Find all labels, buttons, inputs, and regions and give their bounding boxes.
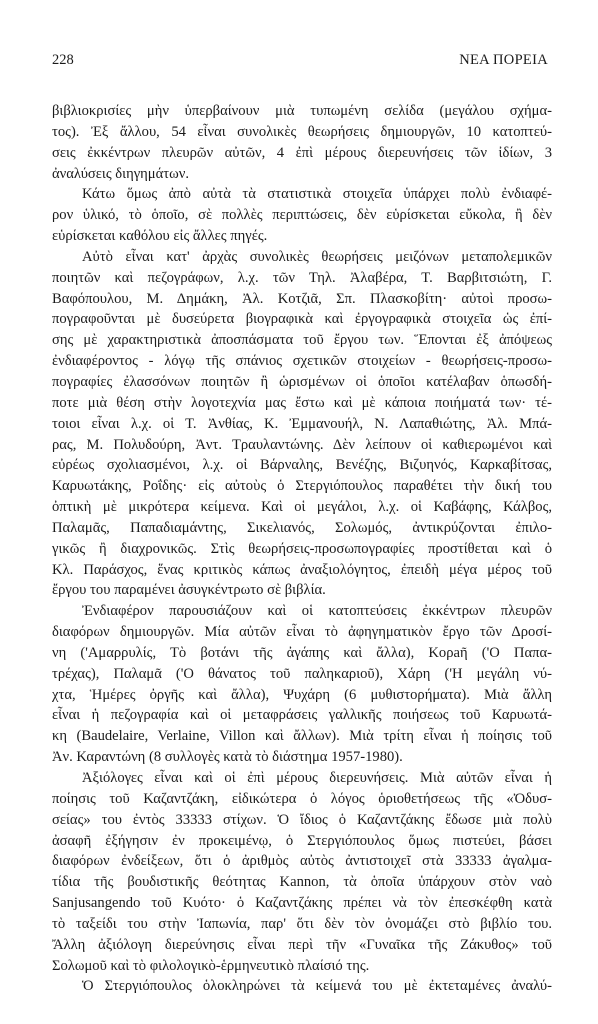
text-line: ἔργου του παραμένει ἀσυγκέντρωτο σὲ βιβλία. <box>52 582 326 599</box>
text-line: τοιοι εἶναι λ.χ. οἱ Τ. Ἀνθίας, Κ. Ἐμμανουήλ, Ν. Λαπαθιώτης, Ἀλ. Μπά- <box>52 415 552 432</box>
text-line: τος). Ἐξ ἄλλου, 54 εἶναι συνολικὲς θεωρήσεις δημιουργῶν, 10 κατοπτεύ- <box>52 123 552 140</box>
text-line: ρον ὑλικό, τὸ ὁποῖο, σὲ πολλὲς περιπτώσεις, δὲν εὑρίσκεται εὔκολα, ἢ δὲν <box>52 207 552 224</box>
text-line: ποίησις τοῦ Καζαντζάκη, εἰδικώτερα ὁ λόγος ὁριοθετήσεως τῆς «Ὀδυσ- <box>52 790 552 807</box>
paragraph-first-line: Αὐτὸ εἶναι κατ' ἀρχὰς συνολικὲς θεωρήσεις μειζόνων μεταπολεμικῶν <box>82 248 552 265</box>
text-line: Βαφόπουλου, Μ. Δημάκη, Ἀλ. Κοτζιᾶ, Σπ. Πλασκοβίτη· αὐτοὶ προσω- <box>52 290 552 307</box>
text-line: τρέχας), Παλαμᾶ ('Ο θάνατος τοῦ παληκαριοῦ), Χάρη ('Η μεγάλη νύ- <box>52 665 552 682</box>
page-header <box>52 52 548 72</box>
text-line: εὐρέως σχολιασμένοι, λ.χ. οἱ Βάρναλης, Βενέζης, Βιζυηνός, Καρκαβίτσας, <box>52 457 552 474</box>
text-line: νη ('Αμαρρυλίς, Τὸ βοτάνι τῆς ἀγάπης καὶ ἄλλα), Κορaῆ ('Ο Παπα- <box>52 644 552 661</box>
text-line: βιβλιοκρισίες μὴν ὑπερβαίνουν μιὰ τυπωμένη σελίδα (μεγάλου σχήμα- <box>52 103 552 119</box>
text-line: ρας, Μ. Πολυδούρη, Ἀντ. Τραυλαντώνης. Δὲν λείπουν οἱ καθιερωμένοι καὶ <box>52 436 552 453</box>
text-line: εἶναι ἡ πεζογραφία καὶ οἱ μεταφράσεις γαλλικῆς ποιήσεως τοῦ Καρυωτά- <box>52 707 552 724</box>
text-line: ἀναλύσεις διηγημάτων. <box>52 165 189 182</box>
paragraph-first-line: Ἀξιόλογες εἶναι καὶ οἱ ἐπὶ μέρους διερευνήσεις. Μιὰ αὐτῶν εἶναι ἡ <box>82 770 552 786</box>
text-line: Σολωμοῦ καὶ τὸ φιλολογικὸ-ἑρμηνευτικὸ πλαίσιό της. <box>52 957 370 974</box>
text-line: πογραφίες ἐλασσόνων ποιητῶν ἢ ὡρισμένων οἱ ὁποῖοι κατέλαβαν ὁπωσδή- <box>52 373 552 390</box>
text-line: Ἄλλη ἀξιόλογη διερεύνησις εἶναι περὶ τῆν «Γυναῖκα τῆς Ζάκυθος» τοῦ <box>52 936 552 953</box>
text-line: ποτε μιὰ θέση στὴν λογοτεχνία μας ἔστω καὶ μὲ κάποια ποιήματά των· τέ- <box>52 394 552 411</box>
text-line: σης μὲ χαρακτηριστικὰ ἀποσπάσματα τοῦ ἔργου των. Ἕπονται ἐξ ἀπόψεως <box>52 332 552 349</box>
text-line: πογραφοῦνται μὲ δυσεύρετα βιογραφικὰ καὶ ἐργογραφικὰ στοιχεῖα ὡς ἐπί- <box>52 311 552 328</box>
running-head: ΝΕΑ ΠΟΡΕΙΑ <box>459 52 548 68</box>
text-line: ἀσαφῆ ἐξήγησιν ἐν προκειμένῳ, ὁ Στεργιόπουλος ὅμως πιστεύει, βάσει <box>52 832 552 849</box>
text-line: διαφόρων δημιουργῶν. Μία αὐτῶν εἶναι τὸ ἀφηγηματικὸν ἔργο τῶν Δροσί- <box>52 624 552 641</box>
text-line: ποιητῶν καὶ πεζογράφων, λ.χ. τῶν Τηλ. Ἀλαβέρα, Τ. Βαρβιτσιώτη, Γ. <box>52 269 552 286</box>
body-text <box>52 101 552 997</box>
text-line: Κλ. Παράσχος, ἕνας κριτικὸς κάπως ἀναξιολόγητος, ἐπειδὴ μέγα μέρος τοῦ <box>52 561 552 578</box>
text-line: τὸ ταξείδι του στὴν Ἰαπωνία, παρ' ὅτι δὲν τὸν ὀνομάζει στὸ βιβλίο του. <box>52 915 552 932</box>
paragraph-first-line: Κάτω ὅμως ἀπὸ αὐτὰ τὰ στατιστικὰ στοιχεῖα ὑπάρχει πολὺ ἐνδιαφέ- <box>82 186 552 203</box>
paragraph-first-line: Ἐνδιαφέρον παρουσιάζουν καὶ οἱ κατοπτεύσεις ἐκκέντρων πλευρῶν <box>82 603 552 620</box>
text-line: σεις ἐκκέντρων πλευρῶν αὐτῶν, 4 ἐπὶ μέρους διερευνήσεις τῶν ἰδίων, 3 <box>52 144 552 161</box>
text-line: σείας» του ἐντὸς 33333 στίχων. Ὁ ἴδιος ὁ Καζαντζάκης ἔδωσε μιὰ πολὺ <box>52 811 552 828</box>
text-line: εὑρίσκεται καθόλου εἰς ἄλλες πηγές. <box>52 228 268 245</box>
text-line: ἐνδιαφέροντος - λόγῳ τῆς σπάνιος σχετικῶν στοιχείων - θεωρήσεις-προσω- <box>52 353 552 370</box>
text-line: διαφόρων ἐνδείξεων, ὅτι ὁ ἀριθμὸς αὐτὸς ἀντιστοιχεῖ στὰ 33333 ἀγαλμα- <box>52 853 552 870</box>
text-line: γικῶς ἢ διαχρονικῶς. Στὶς θεωρήσεις-προσωπογραφίες προστίθεται καὶ ὁ <box>52 540 552 557</box>
text-line: ὀπτικὴ μὲ μικρότερα κείμενα. Καὶ οἱ μεγάλοι, λ.χ. οἱ Καβάφης, Κάλβος, <box>52 499 552 516</box>
text-line: τίδια τῆς βουδιστικῆς θεότητας Kannon, τὰ ὁποῖα ὑπάρχουν στὸν ναὸ <box>52 874 552 891</box>
text-line: Καρυωτάκης, Ροΐδης· εἰς αὐτοὺς ὁ Στεργιόπουλος παραθέτει τὴν δική του <box>52 478 552 495</box>
paragraph-first-line: Ὁ Στεργιόπουλος ὁλοκληρώνει τὰ κείμενά του μὲ ἐκτεταμένες ἀναλύ- <box>82 978 552 995</box>
text-line: χτα, Ἡμέρες ὀργῆς καὶ ἄλλα), Ψυχάρη (6 μυθιστορήματα). Μιὰ ἄλλη <box>52 686 552 703</box>
text-line: Παλαμᾶς, Παπαδιαμάντης, Σικελιανός, Σολωμός, ἀντικρύζονται ἐπιλο- <box>52 519 552 536</box>
page-number: 228 <box>52 52 74 68</box>
text-line: κη (Baudelaire, Verlaine, Villon καὶ ἄλλων). Μιὰ τρίτη εἶναι ἡ ποίησις τοῦ <box>52 728 552 745</box>
text-line: Ἀν. Καραντώνη (8 συλλογὲς κατὰ τὸ διάστημα 1957-1980). <box>52 749 403 766</box>
text-line: Sanjusangendo τοῦ Κυότο· ὁ Καζαντζάκης πρέπει νὰ τὸν ἐπεσκέφθη κατὰ <box>52 895 552 912</box>
